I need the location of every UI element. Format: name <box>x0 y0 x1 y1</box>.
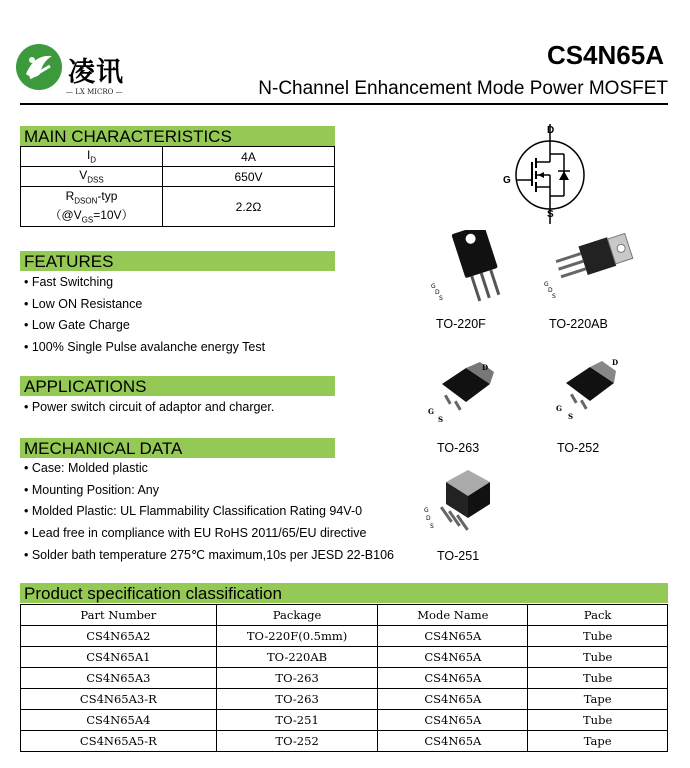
list-item: • Case: Molded plastic <box>24 461 148 475</box>
to251-package-icon <box>420 462 500 542</box>
product-specification-table <box>20 604 668 752</box>
cell-pack: Tube <box>528 710 668 731</box>
cell-package: TO-220AB <box>216 647 378 668</box>
cell-pack: Tube <box>528 647 668 668</box>
header-part-number: Part Number <box>21 605 217 626</box>
list-item: • Low ON Resistance <box>24 296 143 311</box>
list-item: • Power switch circuit of adaptor and charger. <box>24 400 275 414</box>
list-item: • Mounting Position: Any <box>24 482 160 497</box>
to263-label: TO-263 <box>437 441 480 455</box>
main-characteristics-table <box>20 146 335 227</box>
svg-text:D: D <box>482 363 489 372</box>
list-item: • Solder bath temperature 275℃ maximum,10s per JESD 22-B106 <box>24 548 394 562</box>
document-subtitle: N-Channel Enhancement Mode Power MOSFET <box>258 78 668 99</box>
table-row <box>21 710 668 731</box>
mechanical-list <box>24 461 394 569</box>
svg-text:G: G <box>544 281 549 288</box>
logo-subtext: — LX MICRO — <box>66 88 123 96</box>
list-item: • 100% Single Pulse avalanche energy Test <box>24 339 266 354</box>
list-item: • Fast Switching <box>24 275 114 289</box>
param-cell: $I_D$ <box>21 147 163 167</box>
list-item: • Lead free in compliance with EU RoHS 2011/65/EU directive <box>24 525 367 540</box>
cell-part-number: CS4N65A3-R <box>21 689 217 710</box>
header-pack: Pack <box>528 605 668 626</box>
company-logo <box>16 44 146 104</box>
svg-text:G: G <box>556 404 562 413</box>
svg-text:D: D <box>548 287 553 294</box>
cell-mode-name: CS4N65A <box>378 710 528 731</box>
table-row <box>21 626 668 647</box>
section-mechanical-data: MECHANICAL DATA <box>20 438 335 458</box>
logo-chinese-name: 凌讯 <box>68 57 124 88</box>
section-main-characteristics: MAIN CHARACTERISTICS <box>20 126 335 146</box>
cell-part-number: CS4N65A2 <box>21 626 217 647</box>
to252-package-icon <box>548 353 628 423</box>
to220f-label: TO-220F <box>436 317 486 331</box>
cell-part-number: CS4N65A5-R <box>21 731 217 752</box>
svg-text:S: S <box>568 412 574 421</box>
svg-text:S: S <box>438 415 444 424</box>
table-row <box>21 147 335 167</box>
symbol-source-label: S <box>547 209 554 220</box>
table-row <box>21 689 668 710</box>
to252-label: TO-252 <box>557 441 600 455</box>
cell-package: TO-263 <box>216 668 378 689</box>
cell-part-number: CS4N65A3 <box>21 668 217 689</box>
svg-text:D: D <box>435 289 440 296</box>
svg-text:D: D <box>612 358 619 367</box>
to220f-package-icon <box>425 230 505 310</box>
cell-package: TO-251 <box>216 710 378 731</box>
cell-pack: Tube <box>528 626 668 647</box>
cell-pack: Tape <box>528 689 668 710</box>
value-cell: 650V <box>163 167 335 187</box>
section-applications: APPLICATIONS <box>20 376 335 396</box>
cell-part-number: CS4N65A4 <box>21 710 217 731</box>
svg-text:G: G <box>431 283 436 290</box>
cell-package: TO-220F(0.5mm) <box>216 626 378 647</box>
svg-text:S: S <box>439 295 443 302</box>
header-divider <box>20 103 668 105</box>
table-row <box>21 647 668 668</box>
section-features: FEATURES <box>20 251 335 271</box>
svg-text:G: G <box>428 407 434 416</box>
table-row <box>21 187 335 227</box>
cell-package: TO-263 <box>216 689 378 710</box>
to263-package-icon <box>422 356 502 426</box>
header-package: Package <box>216 605 378 626</box>
table-header-row <box>21 605 668 626</box>
logo-emblem-icon <box>16 44 62 90</box>
table-row <box>21 167 335 187</box>
part-number-title: CS4N65A <box>546 40 664 70</box>
cell-mode-name: CS4N65A <box>378 647 528 668</box>
table-row <box>21 668 668 689</box>
list-item: • Low Gate Charge <box>24 318 130 332</box>
svg-text:S: S <box>430 523 434 530</box>
symbol-drain-label: D <box>547 125 555 136</box>
to220ab-label: TO-220AB <box>549 317 608 331</box>
to251-label: TO-251 <box>437 549 480 563</box>
svg-text:S: S <box>552 293 556 300</box>
svg-text:D: D <box>426 515 431 522</box>
features-list <box>24 275 265 361</box>
svg-text:G: G <box>424 507 429 514</box>
section-product-specification: Product specification classification <box>20 583 668 603</box>
cell-mode-name: CS4N65A <box>378 626 528 647</box>
to220ab-package-icon <box>540 232 640 307</box>
symbol-gate-label: G <box>503 175 511 186</box>
header-mode-name: Mode Name <box>378 605 528 626</box>
cell-part-number: CS4N65A1 <box>21 647 217 668</box>
cell-pack: Tape <box>528 731 668 752</box>
value-cell: 2.2Ω <box>163 187 335 227</box>
cell-mode-name: CS4N65A <box>378 731 528 752</box>
cell-package: TO-252 <box>216 731 378 752</box>
param-cell: $V_{DSS}$ <box>21 167 163 187</box>
table-row <box>21 731 668 752</box>
cell-mode-name: CS4N65A <box>378 689 528 710</box>
cell-pack: Tube <box>528 668 668 689</box>
applications-list <box>24 400 274 422</box>
list-item: • Molded Plastic: UL Flammability Classification Rating 94V-0 <box>24 504 363 518</box>
param-cell: $R_{DSON}$-typ $(@V_{GS}=10V)$ <box>21 187 163 227</box>
cell-mode-name: CS4N65A <box>378 668 528 689</box>
value-cell: 4A <box>163 147 335 167</box>
